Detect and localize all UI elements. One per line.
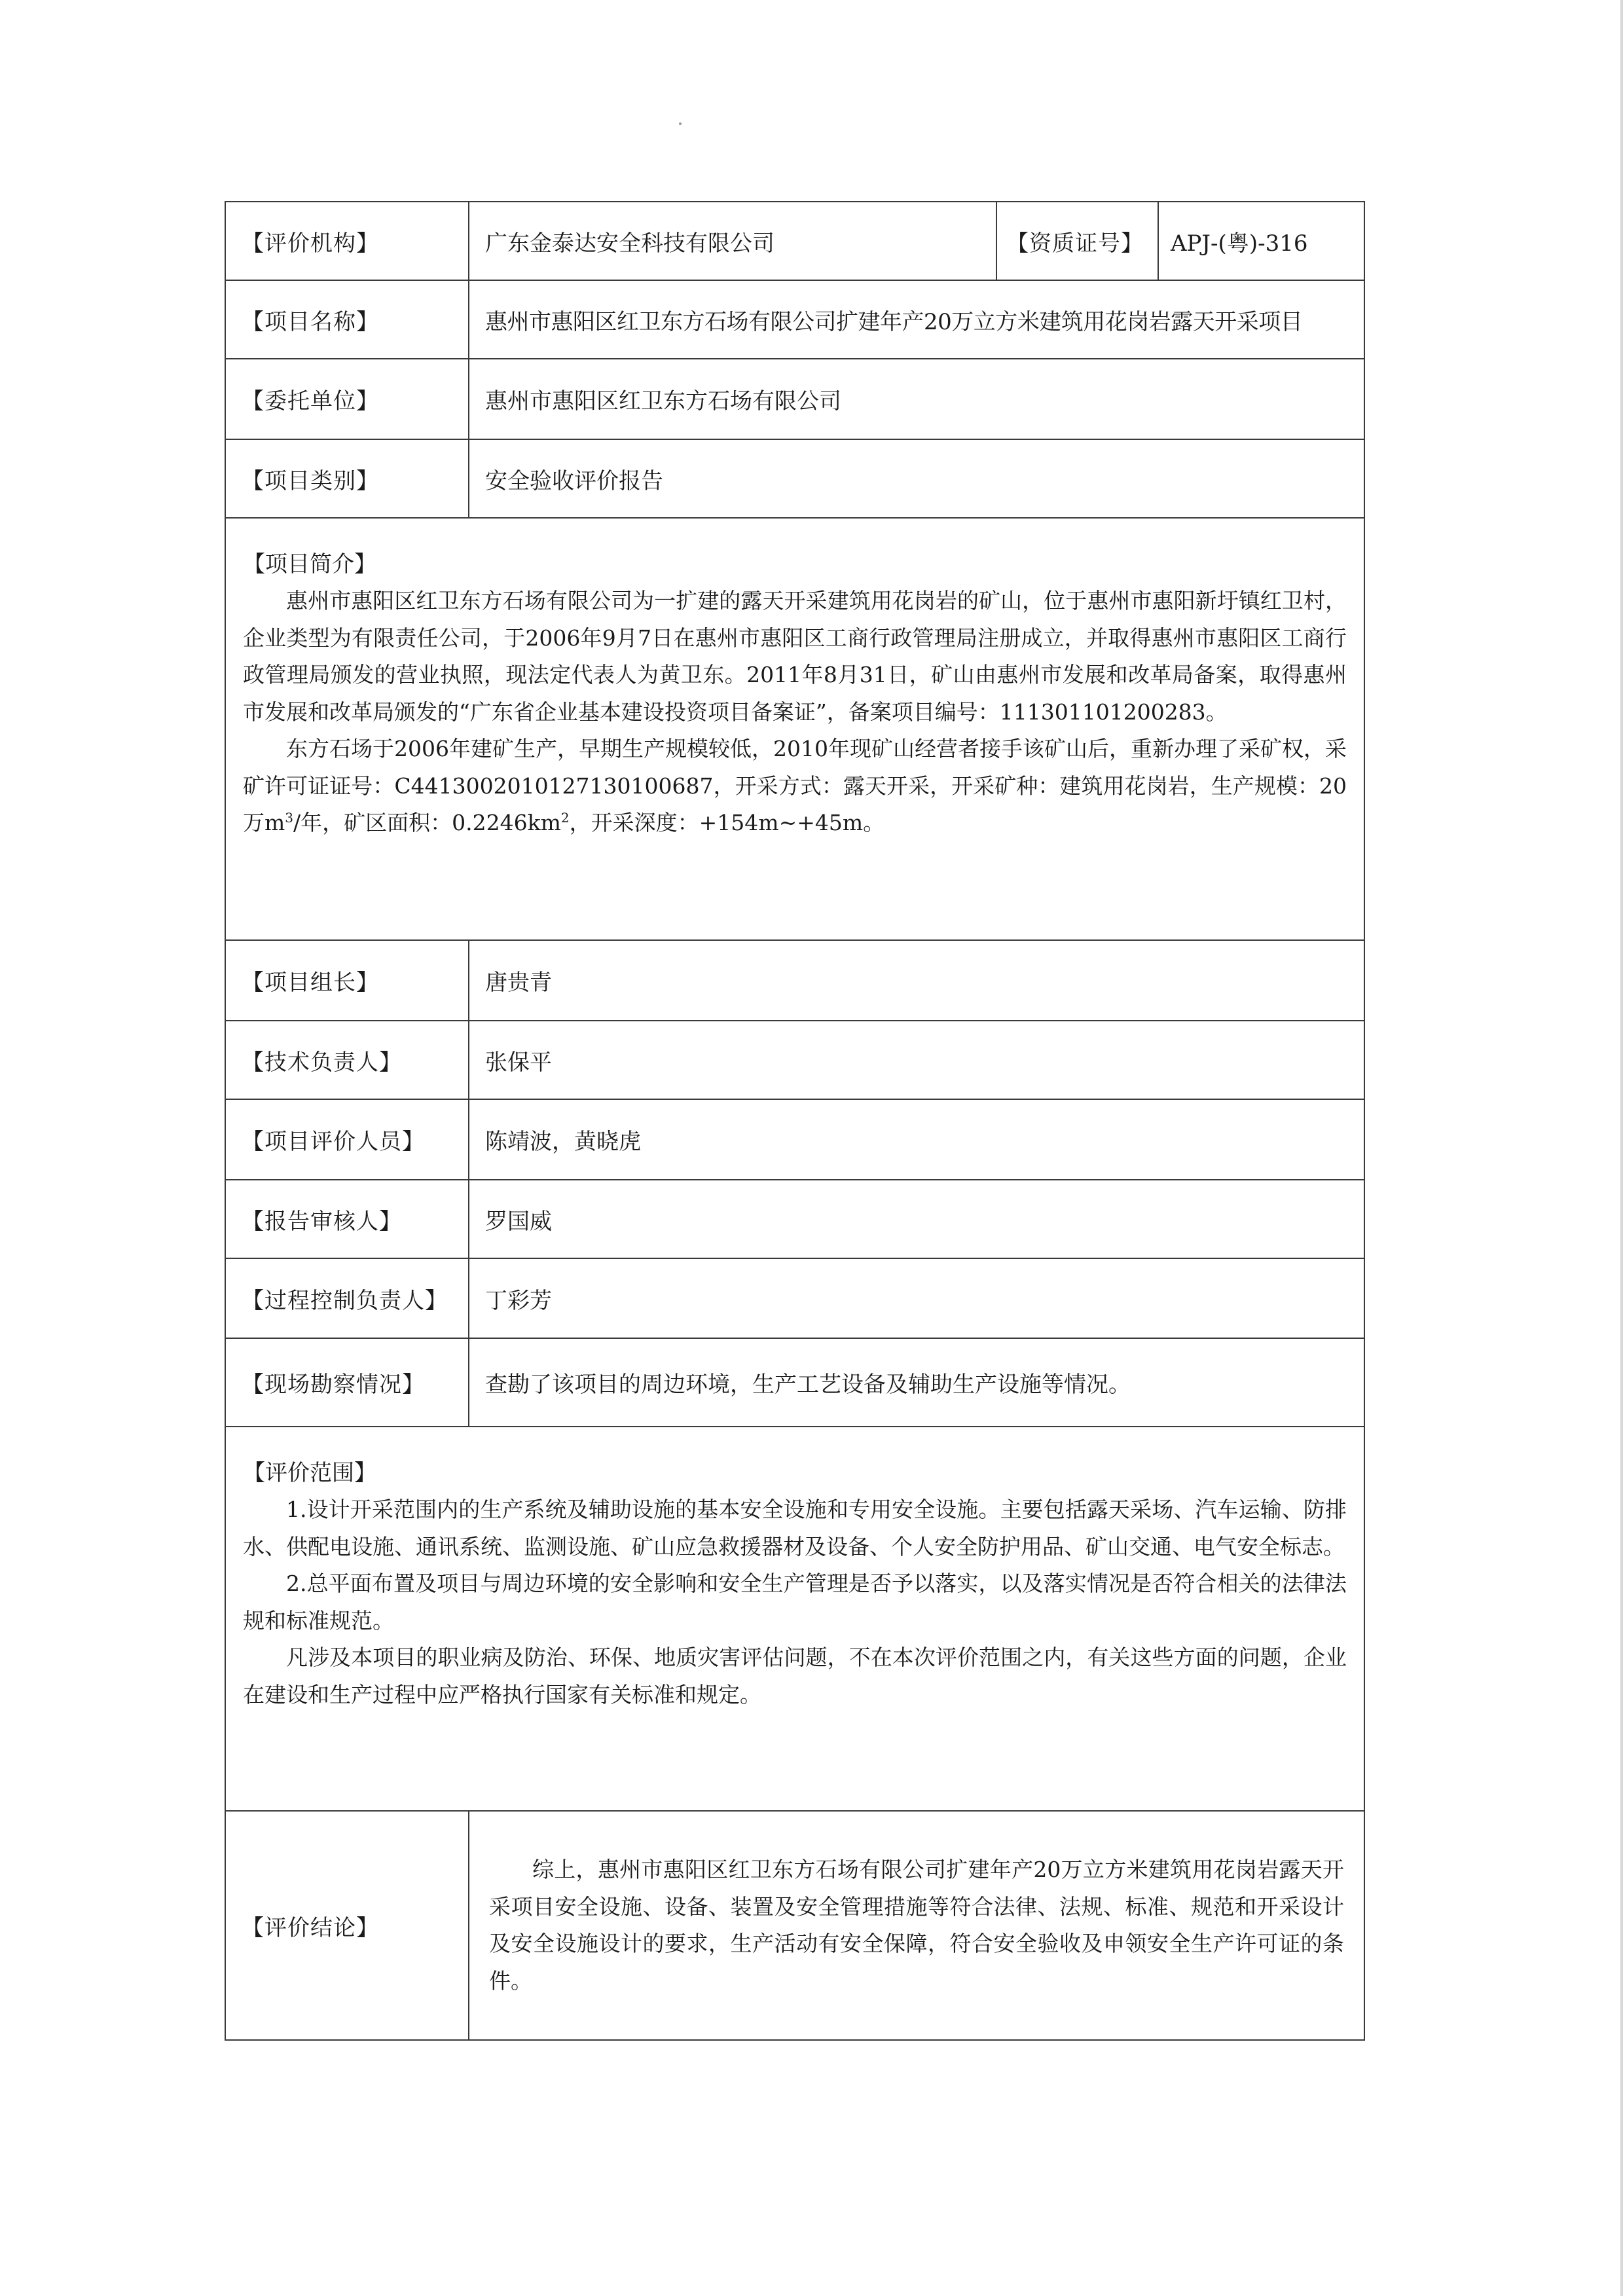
survey-value: 查勘了该项目的周边环境，生产工艺设备及辅助生产设施等情况。 [469, 1338, 1364, 1427]
scope-title: 【评价范围】 [243, 1460, 376, 1486]
process-label: 【过程控制负责人】 [225, 1258, 469, 1338]
row-client [225, 359, 1364, 439]
cert-value: APJ-(粤)-316 [1158, 202, 1364, 280]
row-project-intro [225, 518, 1364, 940]
row-reviewer [225, 1180, 1364, 1258]
scope-block [225, 1427, 1364, 1811]
conclusion-label: 【评价结论】 [225, 1811, 469, 2040]
row-leader [225, 940, 1364, 1021]
row-process-control [225, 1258, 1364, 1338]
conclusion-cell [469, 1811, 1364, 2040]
category-label: 【项目类别】 [225, 439, 469, 518]
survey-label: 【现场勘察情况】 [225, 1338, 469, 1427]
scope-paragraph-3: 凡涉及本项目的职业病及防治、环保、地质灾害评估问题，不在本次评价范围之内，有关这些方面的问题，企业在建设和生产过程中应严格执行国家有关标准和规定。 [243, 1645, 1347, 1707]
process-value: 丁彩芳 [469, 1258, 1364, 1338]
cert-label: 【资质证号】 [996, 202, 1158, 280]
intro-title: 【项目简介】 [243, 551, 376, 577]
scope-paragraph-1: 1.设计开采范围内的生产系统及辅助设施的基本安全设施和专用安全设施。主要包括露天采场、汽车运输、防排水、供配电设施、通讯系统、监测设施、矿山应急救援器材及设备、个人安全防护用品、矿山交通、电气安全标志。 [243, 1497, 1347, 1559]
reviewer-value: 罗国威 [469, 1180, 1364, 1258]
client-value: 惠州市惠阳区红卫东方石场有限公司 [469, 359, 1364, 439]
row-scope [225, 1427, 1364, 1811]
project-name-value: 惠州市惠阳区红卫东方石场有限公司扩建年产20万立方米建筑用花岗岩露天开采项目 [469, 280, 1364, 359]
row-organization [225, 202, 1364, 280]
project-name-label: 【项目名称】 [225, 280, 469, 359]
client-label: 【委托单位】 [225, 359, 469, 439]
intro-paragraph-2: 东方石场于2006年建矿生产，早期生产规模较低，2010年现矿山经营者接手该矿山后，重新办理了采矿权，采矿许可证证号：C4413002010127130100687，开采方式：露天开采，开采矿种：建筑用花岗岩，生产规模：20万$m^3/$年，矿区面积：$0.2246km^2$，开采深度：+154m~+45m。 [243, 736, 1347, 835]
org-value: 广东金泰达安全科技有限公司 [469, 202, 996, 280]
tech-label: 【技术负责人】 [225, 1021, 469, 1099]
evaluators-value: 陈靖波，黄晓虎 [469, 1099, 1364, 1180]
intro-paragraph-1: 惠州市惠阳区红卫东方石场有限公司为一扩建的露天开采建筑用花岗岩的矿山，位于惠州市惠阳新圩镇红卫村，企业类型为有限责任公司，于2006年9月7日在惠州市惠阳区工商行政管理局注册成立，并取得惠州市惠阳区工商行政管理局颁发的营业执照，现法定代表人为黄卫东。2011年8月31日，矿山由惠州市发展和改革局备案，取得惠州市发展和改革局颁发的“广东省企业基本建设投资项目备案证”，备案项目编号：111301101200283。 [243, 588, 1347, 725]
row-category [225, 439, 1364, 518]
tech-value: 张保平 [469, 1021, 1364, 1099]
org-label: 【评价机构】 [225, 202, 469, 280]
row-conclusion [225, 1811, 1364, 2040]
category-value: 安全验收评价报告 [469, 439, 1364, 518]
reviewer-label: 【报告审核人】 [225, 1180, 469, 1258]
row-tech-lead [225, 1021, 1364, 1099]
evaluators-label: 【项目评价人员】 [225, 1099, 469, 1180]
row-site-survey [225, 1338, 1364, 1427]
scan-edge [1620, 0, 1623, 2296]
conclusion-value: 综上，惠州市惠阳区红卫东方石场有限公司扩建年产20万立方米建筑用花岗岩露天开采项目安全设施、设备、装置及安全管理措施等符合法律、法规、标准、规范和开采设计及安全设施设计的要求，生产活动有安全保障，符合安全验收及申领安全生产许可证的条件。 [489, 1857, 1344, 1994]
row-evaluators [225, 1099, 1364, 1180]
leader-value: 唐贵青 [469, 940, 1364, 1021]
leader-label: 【项目组长】 [225, 940, 469, 1021]
evaluation-info-table [225, 201, 1365, 2041]
scope-paragraph-2: 2.总平面布置及项目与周边环境的安全影响和安全生产管理是否予以落实，以及落实情况是否符合相关的法律法规和标准规范。 [243, 1571, 1347, 1633]
project-intro-block [225, 518, 1364, 940]
row-project-name [225, 280, 1364, 359]
scan-speck [679, 122, 682, 125]
